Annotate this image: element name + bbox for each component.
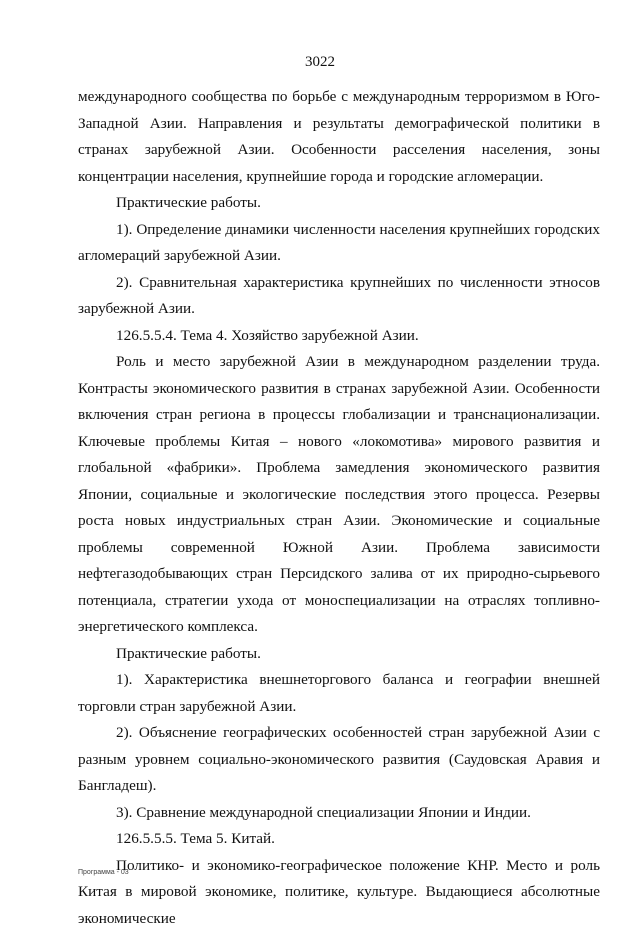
paragraph-1: международного сообщества по борьбе с международным терроризмом в Юго-Западной Азии. Направления и результаты демографической политики в странах зарубежной Азии. Особенности расселения населения, зоны концентрации населения, крупнейшие города и городские агломерации.	[78, 84, 600, 190]
footer-label: Программа - 03	[78, 869, 129, 876]
page-number: 3022	[0, 54, 640, 71]
paragraph-10: 3). Сравнение международной специализации Японии и Индии.	[78, 800, 600, 827]
paragraph-9: 2). Объяснение географических особенностей стран зарубежной Азии с разным уровнем социально-экономического развития (Саудовская Аравия и Бангладеш).	[78, 720, 600, 800]
paragraph-7: Практические работы.	[78, 641, 600, 668]
paragraph-3: 1). Определение динамики численности населения крупнейших городских агломераций зарубежной Азии.	[78, 217, 600, 270]
paragraph-4: 2). Сравнительная характеристика крупнейших по численности этносов зарубежной Азии.	[78, 270, 600, 323]
section-heading-topic-5: 126.5.5.5. Тема 5. Китай.	[78, 826, 600, 853]
section-heading-topic-4: 126.5.5.4. Тема 4. Хозяйство зарубежной Азии.	[78, 323, 600, 350]
paragraph-8: 1). Характеристика внешнеторгового баланса и географии внешней торговли стран зарубежной Азии.	[78, 667, 600, 720]
paragraph-6: Роль и место зарубежной Азии в международном разделении труда. Контрасты экономического развития в странах зарубежной Азии. Особенности включения стран региона в процессы глобализации и транснационализации. Ключевые проблемы Китая – нового «локомотива» мирового развития и глобальной «фабрики». Проблема замедления экономического развития Японии, социальные и экологические последствия этого процесса. Резервы роста новых индустриальных стран Азии. Экономические и социальные проблемы современной Южной Азии. Проблема зависимости нефтегазодобывающих стран Персидского залива от их природно-сырьевого потенциала, стратегии ухода от моноспециализации на отраслях топливно-энергетического комплекса.	[78, 349, 600, 641]
body-text	[78, 84, 600, 932]
paragraph-2: Практические работы.	[78, 190, 600, 217]
paragraph-12: Политико- и экономико-географическое положение КНР. Место и роль Китая в мировой экономике, политике, культуре. Выдающиеся абсолютные экономические	[78, 853, 600, 932]
